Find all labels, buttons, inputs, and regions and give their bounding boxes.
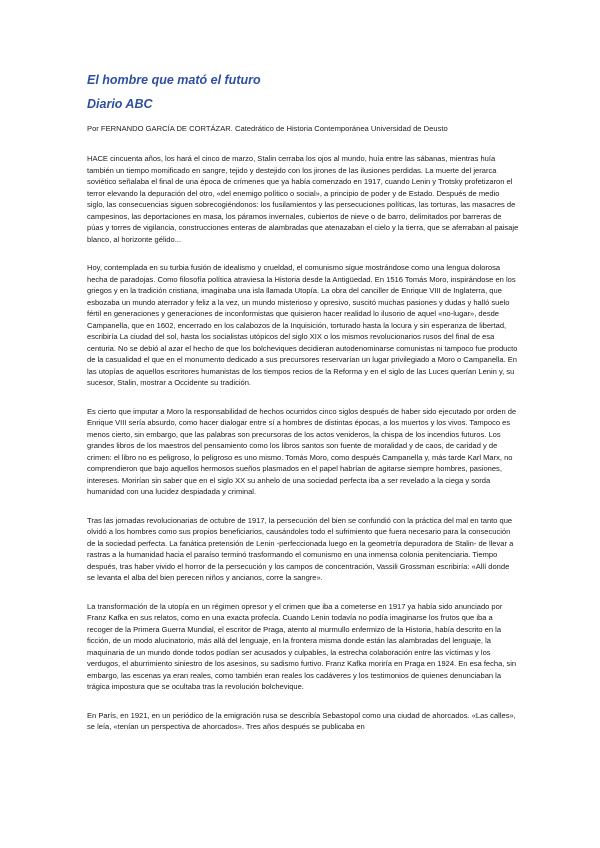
article-subtitle: Diario ABC (87, 97, 153, 111)
article-title: El hombre que mató el futuro (87, 73, 261, 87)
article-body (87, 153, 519, 750)
paragraph-5: La transformación de la utopía en un régimen opresor y el crimen que iba a cometerse en 1917 ya había sido anunciado por Franz Kafka en sus relatos, como en una exacta profecía. Cuando Lenin todavía no podía imaginarse los frutos que iba a recoger de la Primera Guerra Mundial, el escritor de Praga, atento al murmullo enfermizo de la Historia, había descrito en la ficción, de un modo alucinatorio, más allá del lenguaje, en la frontera misma donde están las alambradas del lenguaje, la maquinaria de un mundo donde todos podían ser acusados y culpables, la estrecha colaboración entre las víctimas y los verdugos, el aburrimiento siniestro de los asesinos, su sadismo furtivo. Franz Kafka moriría en Praga en 1924. En esa fecha, sin embargo, las escenas ya eran reales, como también eran reales los cadáveres y los testimonios de quienes denunciaban la trágica impostura que se ocultaba tras la revolución bolchevique. (87, 601, 517, 691)
paragraph-4: Tras las jornadas revolucionarias de octubre de 1917, la persecución del bien se confundió con la práctica del mal en tanto que olvidó a los hombres como sus propios beneficiarios, causándoles todo el sufrimiento que fuera necesario para la consecución de la sociedad perfecta. La fanática pretensión de Lenin -perfeccionada luego en la geometría depuradora de Stalin- de llevar a rastras a la humanidad hacia el paraíso terminó trasformando el comunismo en una inmensa colonia penitenciaria. Tiempo después, tras haber vivido el horror de la persecución y los campos de concentración, Vassili Grossman escribiría: «Allí donde se levanta el alba del bien perecen niños y ancianos, corre la sangre». (87, 515, 514, 582)
paragraph-3: Es cierto que imputar a Moro la responsabilidad de hechos ocurridos cinco siglos después de haber sido ejecutado por orden de Enrique VIII sería absurdo, como hacer dialogar entre sí a hombres de distintas épocas, a los muertos y los vivos. Tampoco es menos cierto, sin embargo, que las palabras son precursoras de los actos venideros, la chispa de los incendios futuros. Los grandes libros de los maestros del pensamiento como los libros santos son fuente de moralidad y de caos, de caridad y de crimen: el libro no es peligroso, lo peligroso es uno mismo. Tomás Moro, como después Campanella y, más tarde Karl Marx, no comprendieron que bajo aquellos hermosos sueños plasmados en el papel habrían de agitarse siempre hombres, pasiones, intereses. Morirían sin saber que en el siglo XX su anhelo de una sociedad perfecta iba a ser revelado a la ciega y sorda humanidad con una lucidez despiadada y criminal. (87, 406, 517, 496)
paragraph-2: Hoy, contemplada en su turbia fusión de idealismo y crueldad, el comunismo sigue mostrándose como una lengua dolorosa hecha de paradojas. Como filosofía política atraviesa la Historia desde la Antigüedad. En 1516 Tomás Moro, inspirándose en los griegos y en la tradición cristiana, imaginaba una isla llamada Utopía. La obra del canciller de Enrique VIII de Inglaterra, que esbozaba un mundo aterrador y feliz a la vez, un mundo misterioso y opresivo, suscitó muchas pasiones y dudas y halló suelo fértil en generaciones y generaciones de inconformistas que quisieron hacer realidad lo ilusorio de aquel «no-lugar», desde Campanella, que en 1602, encerrado en los calabozos de la Inquisición, torturado hasta la locura y sin esperanza de libertad, escribiría La ciudad del sol, hasta los socialistas utópicos del siglo XIX o los mismos revolucionarios rusos del final de esa centuria. No se debió al azar el hecho de que los bolcheviques decidieran autodenominarse comunistas ni tampoco fue producto de la casualidad el que en el monumento dedicado a sus precursores reservarían un lugar privilegiado a Moro o Campanella. En las utopías de aquellos escritores humanistas de los tiempos recios de la Reforma y en el siglo de las Luces querían Lenin y, su sucesor, Stalin, mostrar a Occidente su tradición. (87, 263, 518, 387)
paragraph-6: En París, en 1921, en un periódico de la emigración rusa se describía Sebastopol como una ciudad de ahorcados. «Las calles», se leía, «tenían un perspectiva de ahorcados». Tres años después se publicaba en (87, 710, 516, 731)
article-byline: Por FERNANDO GARCÍA DE CORTÁZAR. Catedrático de Historia Contemporánea Universidad de Deusto (87, 124, 448, 133)
paragraph-1: HACE cincuenta años, los hará el cinco de marzo, Stalin cerraba los ojos al mundo, huía entre las sábanas, mientras huía también un tiempo momificado en sangre, tejido y destejido con los jirones de las ilusiones perdidas. La muerte del jerarca soviético señalaba el final de una época de crímenes que ya había comenzado en 1917, cuando Lenin y Trotsky profetizaron el terror elevando la depuración del otro, «del enemigo político o social», a principio de poder y de Estado. Después de medio siglo, las consecuencias siguen sobrecogiéndonos: los fusilamientos y las persecuciones políticas, las torturas, las masacres de campesinos, las deportaciones en masa, los páramos invernales, cubiertos de nieve o de barro, delimitados por barreras de púas y torres de vigilancia, construcciones enteras de alambradas que atenazaban el cielo y la tierra, que se aferraban al paisaje blanco, al horizonte gélido... (87, 154, 519, 244)
